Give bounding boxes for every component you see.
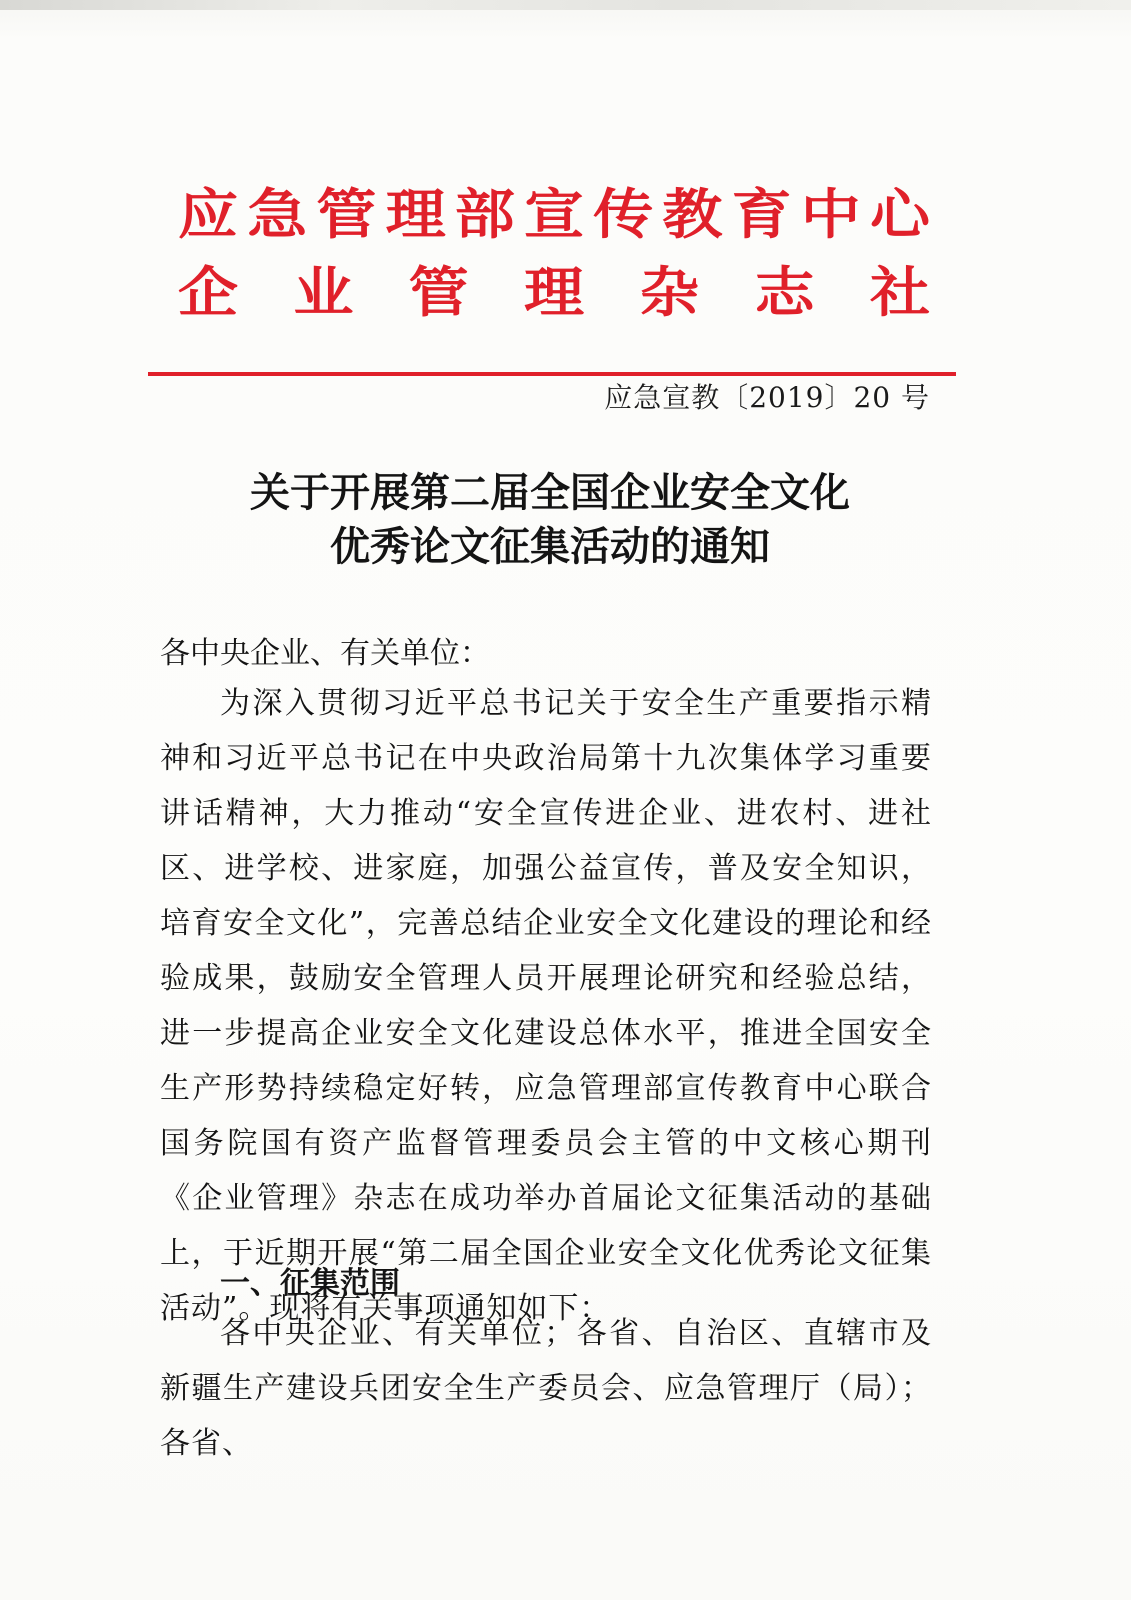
issuing-organization-line-2: 企业管理杂志社 <box>178 261 930 325</box>
document-title-line-2: 优秀论文征集活动的通知 <box>330 524 770 570</box>
issuing-organization-line-1: 应急管理部宣传教育中心 <box>178 183 930 247</box>
section-heading-1: 一、征集范围 <box>220 1266 400 1301</box>
body-paragraph-2: 各中央企业、有关单位；各省、自治区、直辖市及新疆生产建设兵团安全生产委员会、应急管理厅（局）；各省、 <box>160 1316 932 1461</box>
body-paragraph-1: 为深入贯彻习近平总书记关于安全生产重要指示精神和习近平总书记在中央政治局第十九次集体学习重要讲话精神，大力推动“安全宣传进企业、进农村、进社区、进学校、进家庭，加强公益宣传，普及安全知识，培育安全文化”，完善总结企业安全文化建设的理论和经验成果，鼓励安全管理人员开展理论研究和经验总结，进一步提高企业安全文化建设总体水平，推进全国安全生产形势持续稳定好转，应急管理部宣传教育中心联合国务院国有资产监督管理委员会主管的中文核心期刊《企业管理》杂志在成功举办首届论文征集活动的基础上，于近期开展“第二届全国企业安全文化优秀论文征集活动”。现将有关事项通知如下： <box>160 686 932 1326</box>
red-header-rule <box>148 372 956 376</box>
salutation: 各中央企业、有关单位： <box>160 636 490 671</box>
document-number: 应急宣教〔2019〕20 号 <box>604 381 930 414</box>
document-title-line-1: 关于开展第二届全国企业安全文化 <box>250 470 850 516</box>
scan-edge <box>0 0 1131 10</box>
